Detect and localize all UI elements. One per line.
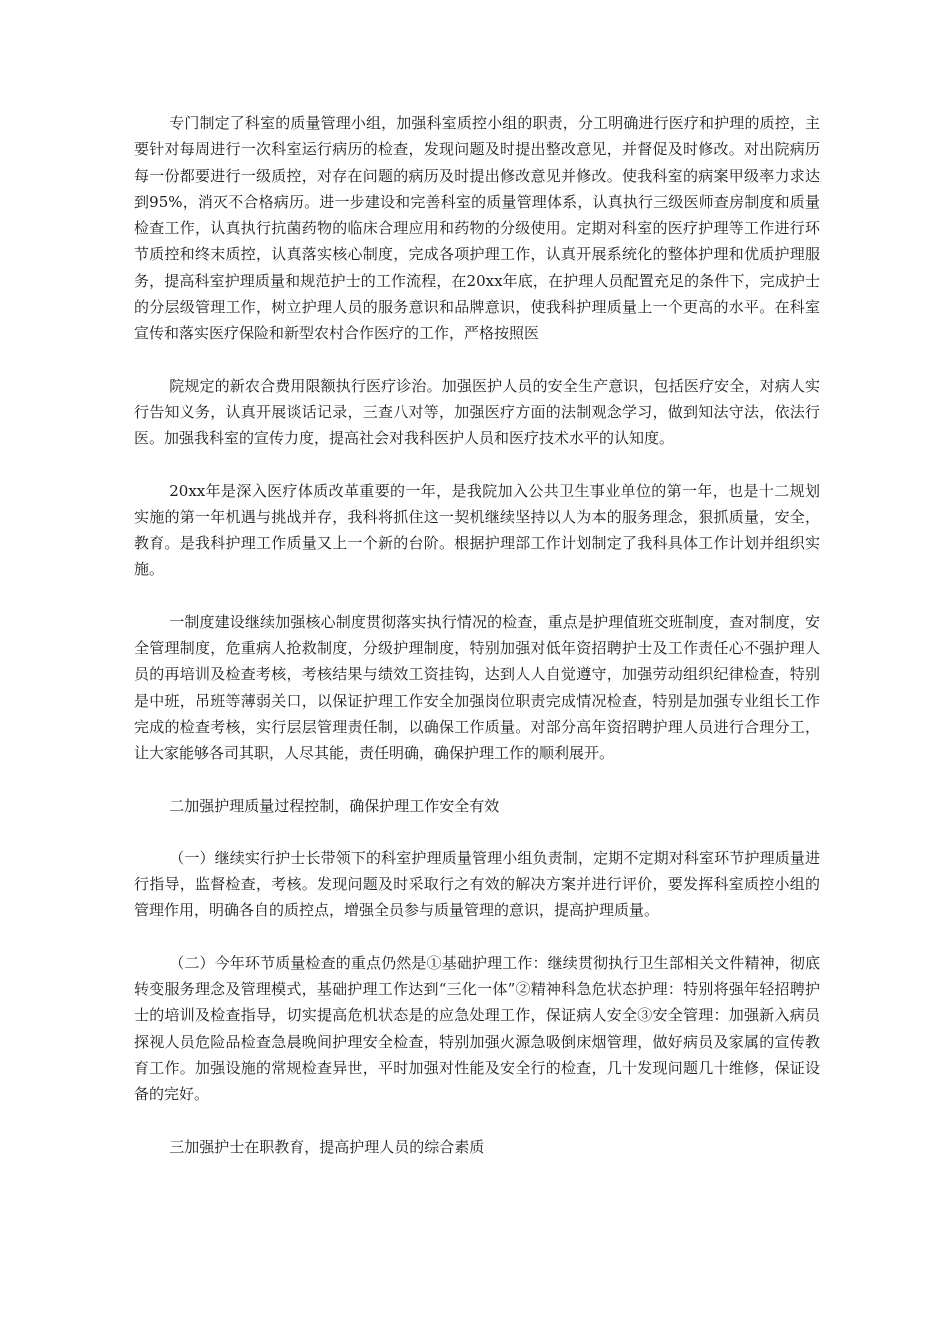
- paragraph-ncms-and-safety: 院规定的新农合费用限额执行医疗诊治。加强医护人员的安全生产意识，包括医疗安全，对病人实行告知义务，认真开展谈话记录，三查八对等，加强医疗方面的法制观念学习，做到知法守法，依法行医。加强我科室的宣传力度，提高社会对我科医护人员和医疗技术水平的认知度。: [134, 376, 820, 448]
- paragraph-quality-management: 专门制定了科室的质量管理小组，加强科室质控小组的职责，分工明确进行医疗和护理的质控，主要针对每周进行一次科室运行病历的检查，发现问题及时提出整改意见，并督促及时修改。对出院病历每一份都要进行一级质控，对存在问题的病历及时提出修改意见并修改。使我科室的病案甲级率力求达到95%，消灭不合格病历。进一步建设和完善科室的质量管理体系，认真执行三级医师查房制度和质量检查工作，认真执行抗菌药物的临床合理应用和药物的分级使用。定期对科室的医疗护理等工作进行环节质控和终末质控，认真落实核心制度，完成各项护理工作，认真开展系统化的整体护理和优质护理服务，提高科室护理质量和规范护士的工作流程，在20xx年底，在护理人员配置充足的条件下，完成护士的分层级管理工作，树立护理人员的服务意识和品牌意识，使我科护理质量上一个更高的水平。在科室宣传和落实医疗保险和新型农村合作医疗的工作，严格按照医: [134, 114, 820, 343]
- paragraph-annual-overview: 20xx年是深入医疗体质改革重要的一年，是我院加入公共卫生事业单位的第一年，也是十二规划实施的第一年机遇与挑战并存，我科将抓住这一契机继续坚持以人为本的服务理念，狠抓质量，安全，教育。是我科护理工作质量又上一个新的台阶。根据护理部工作计划制定了我科具体工作计划并组织实施。: [134, 481, 820, 579]
- paragraph-subsection-two: （二）今年环节质量检查的重点仍然是①基础护理工作：继续贯彻执行卫生部相关文件精神，彻底转变服务理念及管理模式，基础护理工作达到“三化一体”②精神科急危状态护理：特别将强年轻招聘护士的培训及检查指导，切实提高危机状态是的应急处理工作，保证病人安全③安全管理：加强新入病员探视人员危险品检查急晨晚间护理安全检查，特别加强火源急吸倒床烟管理，做好病员及家属的宣传教育工作。加强设施的常规检查异世，平时加强对性能及安全行的检查，几十发现问题几十维修，保证设备的完好。: [134, 953, 820, 1104]
- paragraph-section-one-system-building: 一制度建设继续加强核心制度贯彻落实执行情况的检查，重点是护理值班交班制度，查对制度，安全管理制度，危重病人抢救制度，分级护理制度，特别加强对低年资招聘护士及工作责任心不强护理人员的再培训及检查考核，考核结果与绩效工资挂钩，达到人人自觉遵守，加强劳动组织纪律检查，特别是中班，吊班等薄弱关口，以保证护理工作安全加强岗位职责完成情况检查，特别是加强专业组长工作完成的检查考核，实行层层管理责任制，以确保工作质量。对部分高年资招聘护理人员进行合理分工，让大家能够各司其职，人尽其能，责任明确，确保护理工作的顺利展开。: [134, 612, 820, 763]
- document-body: [134, 110, 820, 1186]
- paragraph-subsection-one: （一）继续实行护士长带领下的科室护理质量管理小组负责制，定期不定期对科室环节护理质量进行指导，监督检查，考核。发现问题及时采取行之有效的解决方案并进行评价，要发挥科室质控小组的管理作用，明确各自的质控点，增强全员参与质量管理的意识，提高护理质量。: [134, 848, 820, 920]
- section-heading-three: 三加强护士在职教育，提高护理人员的综合素质: [169, 1137, 485, 1156]
- section-heading-two: 二加强护理质量过程控制，确保护理工作安全有效: [169, 796, 500, 815]
